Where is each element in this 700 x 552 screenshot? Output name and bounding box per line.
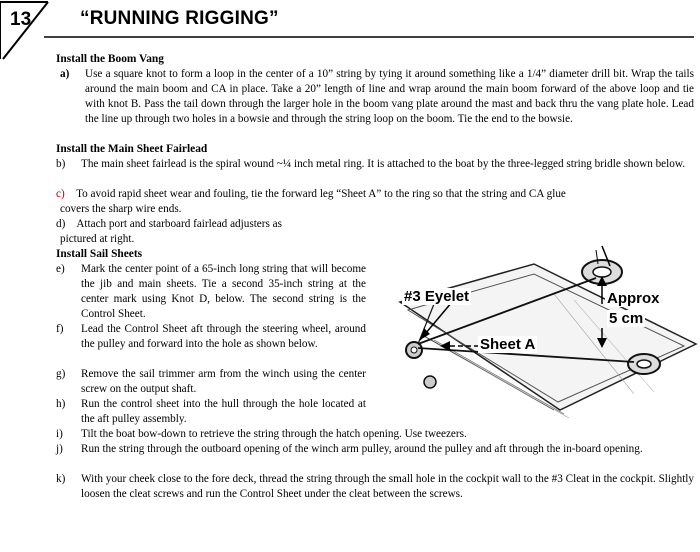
step-text: The main sheet fairlead is the spiral wound ~¼ inch metal ring. It is attached to the boat by the three-legged string bridle shown below. [81, 158, 685, 170]
step-a [60, 67, 694, 127]
step-label: h) [56, 398, 66, 410]
step-label: i) [56, 428, 63, 440]
step-text-line1: Attach port and starboard fairlead adjusters as [76, 218, 282, 230]
step-j [56, 442, 694, 457]
step-i [56, 427, 694, 442]
approx-distance-label: 5 cm [609, 310, 644, 327]
step-text: Lead the Control Sheet aft through the steering wheel, around the pulley and forward into the hole as shown below. [81, 323, 366, 350]
step-c [56, 187, 566, 202]
step-text: Run the string through the outboard opening of the winch arm pulley, around the pulley and aft through the in-board opening. [81, 443, 643, 455]
step-d [56, 217, 282, 232]
step-text: Run the control sheet into the hull through the hole located at the aft pulley assembly. [81, 398, 366, 425]
step-label: j) [56, 443, 63, 455]
step-text: Remove the sail trimmer arm from the winch using the center screw on the output shaft. [81, 368, 366, 395]
step-text-line2: covers the sharp wire ends. [60, 203, 182, 215]
step-label: c) [56, 188, 65, 200]
step-label: b) [56, 158, 66, 170]
step-text: Use a square knot to form a loop in the center of a 10” string by tying it around something like a 1/4” diameter drill bit. Wrap the tails around the main boom and CA in place. Take a 20” length of line and wrap around the main boom forward of the above loop and tie with knot B. Pass the tail down through the larger hole in the boom vang plate around the mast and back thru the vang plate hole. Lead the line up through two holes in a bowsie and through the string loop on the boom. Tie the end to the bowsie. [85, 68, 694, 125]
step-text-line2: pictured at right. [60, 233, 135, 245]
step-h [56, 397, 366, 427]
page-title: “RUNNING RIGGING” [80, 8, 279, 29]
header-rule [0, 0, 700, 60]
step-text: Mark the center point of a 65-inch long string that will become the jib and main sheets. Tie a second 35-inch string at the center mark using Knot D, below. The second string is the Control Sheet. [81, 263, 366, 320]
step-d-continued [60, 232, 134, 247]
step-g [56, 367, 366, 397]
step-b [56, 157, 694, 172]
page-number: 13 [10, 9, 32, 30]
step-label: e) [56, 263, 65, 275]
step-f [56, 322, 366, 352]
step-k [56, 472, 694, 502]
fairlead-rigging-figure [384, 244, 700, 422]
step-label: f) [56, 323, 64, 335]
sheet-a-label: Sheet A [480, 336, 536, 353]
section-heading-sail-sheets: Install Sail Sheets [56, 248, 143, 260]
step-text: With your cheek close to the fore deck, thread the string through the small hole in the cockpit wall to the #3 Cleat in the cockpit. Slightly loosen the cleat screws and run the Control Sheet under the cleat between the screws. [81, 473, 694, 500]
step-label: k) [56, 473, 66, 485]
step-label: d) [56, 218, 66, 230]
step-text-line1: To avoid rapid sheet wear and fouling, tie the forward leg “Sheet A” to the ring so that the string and CA glue [76, 188, 566, 200]
section-heading-boom-vang: Install the Boom Vang [56, 53, 164, 65]
step-label: g) [56, 368, 66, 380]
approx-label: Approx [607, 290, 660, 307]
section-heading-fairlead: Install the Main Sheet Fairlead [56, 143, 208, 155]
step-c-continued [60, 202, 181, 217]
eyelet-label: #3 Eyelet [404, 288, 470, 305]
step-text: Tilt the boat bow-down to retrieve the string through the hatch opening. Use tweezers. [81, 428, 467, 440]
step-e [56, 262, 366, 322]
rigging-illustration [384, 244, 700, 422]
step-label: a) [60, 68, 70, 80]
